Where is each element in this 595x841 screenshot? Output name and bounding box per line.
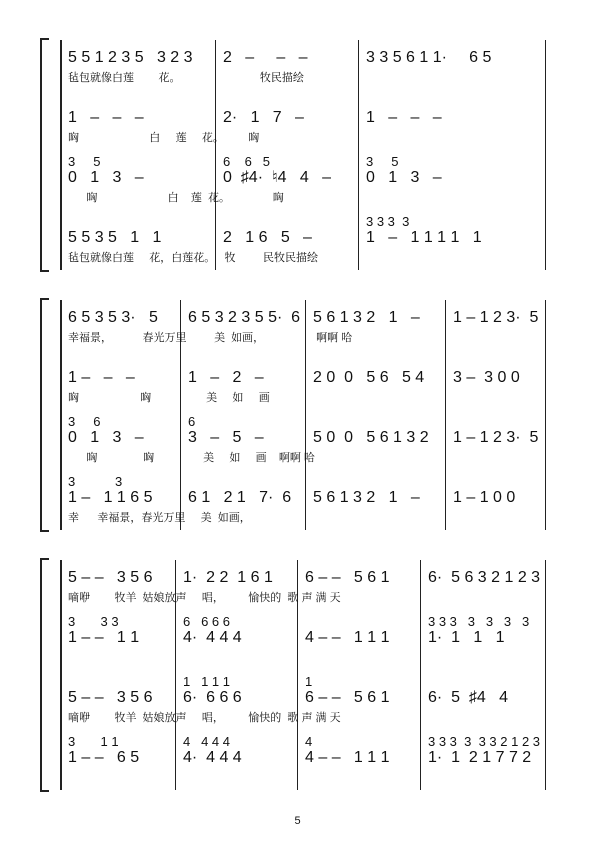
barline xyxy=(445,300,446,530)
jianpu-measure: 1 – – 1 1 xyxy=(68,629,140,646)
jianpu-measure: 5 – – 3 5 6 xyxy=(68,569,153,586)
jianpu-measure: 5 – – 3 5 6 xyxy=(68,689,153,706)
upper-note-line: 3 5 xyxy=(366,154,399,169)
jianpu-measure: 4 – – 1 1 1 xyxy=(305,629,390,646)
upper-note-line: 1 xyxy=(305,674,313,689)
system-bracket xyxy=(40,38,49,272)
lyric-line: 嘀咿 牧羊 姑娘放声 唱， 愉快的 歌 声 满 天 xyxy=(68,592,341,604)
upper-note-line: 3 6 xyxy=(68,414,101,429)
jianpu-measure: 3 – 5 – xyxy=(188,429,264,446)
lyric-line: 哅 哅 美 如 画 啊啊 哈 xyxy=(68,452,315,464)
jianpu-measure: 1 – 1 2 3· 5 xyxy=(453,309,539,326)
upper-note-line: 4 xyxy=(305,734,313,749)
lyric-line: 毡包就像白莲 花。 牧民描绘 xyxy=(68,72,304,84)
jianpu-measure: 6 5 3 2 3 5 5· 6 xyxy=(188,309,301,326)
jianpu-measure: 0 ♯4· ♮4 4 – xyxy=(223,169,331,186)
barline xyxy=(60,40,62,270)
upper-note-line: 6 xyxy=(188,414,196,429)
barline xyxy=(545,300,546,530)
jianpu-measure: 1 – 1 2 3· 5 xyxy=(453,429,539,446)
jianpu-measure: 1 – 1 1 1 1 1 xyxy=(366,229,482,246)
barline xyxy=(60,300,62,530)
upper-note-line: 3 3 3 3 3 3 3 xyxy=(428,614,530,629)
jianpu-measure: 6 – – 5 6 1 xyxy=(305,569,390,586)
lyric-line: 哅 哅 美 如 画 xyxy=(68,392,270,404)
lyric-line: 嘀咿 牧羊 姑娘放声 唱， 愉快的 歌 声 满 天 xyxy=(68,712,341,724)
jianpu-measure: 2 – – – xyxy=(223,49,308,66)
system-bracket xyxy=(40,298,49,532)
jianpu-measure: 1 – – – xyxy=(68,109,144,126)
lyric-line: 哅 白 莲 花。 哅 xyxy=(68,192,284,204)
upper-note-line: 1 1 1 1 xyxy=(183,674,230,689)
jianpu-measure: 2· 1 7 – xyxy=(223,109,304,126)
upper-note-line: 3 3 3 3 xyxy=(366,214,410,229)
system-bracket xyxy=(40,558,49,792)
jianpu-measure: 1 – 1 0 0 xyxy=(453,489,516,506)
jianpu-measure: 3 – 3 0 0 xyxy=(453,369,520,386)
jianpu-measure: 4 – – 1 1 1 xyxy=(305,749,390,766)
jianpu-measure: 6· 5 6 3 2 1 2 3 xyxy=(428,569,541,586)
jianpu-measure: 2 0 0 5 6 5 4 xyxy=(313,369,425,386)
jianpu-measure: 1· 1 2 1 7 7 2 xyxy=(428,749,532,766)
lyric-line: 哅 白 莲 花。 哅 xyxy=(68,132,260,144)
barline xyxy=(545,40,546,270)
jianpu-measure: 6 – – 5 6 1 xyxy=(305,689,390,706)
jianpu-measure: 6· 5 ♯4 4 xyxy=(428,689,509,706)
lyric-line: 幸福景， 春光万里 美 如画， 啊啊 哈 xyxy=(68,332,353,344)
jianpu-measure: 5 6 1 3 2 1 – xyxy=(313,489,420,506)
jianpu-measure: 2 1 6 5 – xyxy=(223,229,312,246)
jianpu-measure: 0 1 3 – xyxy=(68,429,144,446)
jianpu-measure: 5 6 1 3 2 1 – xyxy=(313,309,420,326)
lyric-line: 毡包就像白莲 花，白莲花。 牧 民牧民描绘 xyxy=(68,252,318,264)
jianpu-measure: 6· 6 6 6 xyxy=(183,689,242,706)
upper-note-line: 3 3 3 xyxy=(68,614,119,629)
page-number: 5 xyxy=(294,815,301,827)
upper-note-line: 3 3 xyxy=(68,474,123,489)
upper-note-line: 3 1 1 xyxy=(68,734,119,749)
jianpu-measure: 1· 1 1 1 xyxy=(428,629,505,646)
barline xyxy=(60,560,62,790)
jianpu-measure: 3 3 5 6 1 1· 6 5 xyxy=(366,49,492,66)
lyric-line: 幸 幸福景，春光万里 美 如画， xyxy=(68,512,251,524)
jianpu-measure: 1· 2 2 1 6 1 xyxy=(183,569,273,586)
jianpu-measure: 1 – – 6 5 xyxy=(68,749,140,766)
jianpu-measure: 6 1 2 1 7· 6 xyxy=(188,489,292,506)
jianpu-measure: 0 1 3 – xyxy=(366,169,442,186)
jianpu-measure: 5 5 3 5 1 1 xyxy=(68,229,162,246)
barline xyxy=(545,560,546,790)
jianpu-measure: 5 5 1 2 3 5 3 2 3 xyxy=(68,49,193,66)
upper-note-line: 4 4 4 4 xyxy=(183,734,230,749)
barline xyxy=(420,560,421,790)
jianpu-measure: 0 1 3 – xyxy=(68,169,144,186)
jianpu-measure: 4· 4 4 4 xyxy=(183,629,242,646)
upper-note-line: 6 6 5 xyxy=(223,154,270,169)
upper-note-line: 6 6 6 6 xyxy=(183,614,230,629)
upper-note-line: 3 3 3 3 3 3 2 1 2 3 xyxy=(428,734,541,749)
upper-note-line: 3 5 xyxy=(68,154,101,169)
jianpu-measure: 6 5 3 5 3· 5 xyxy=(68,309,158,326)
jianpu-measure: 1 – 2 – xyxy=(188,369,264,386)
barline xyxy=(358,40,359,270)
jianpu-measure: 1 – – – xyxy=(68,369,135,386)
jianpu-measure: 4· 4 4 4 xyxy=(183,749,242,766)
jianpu-measure: 5 0 0 5 6 1 3 2 xyxy=(313,429,429,446)
jianpu-measure: 1 – 1 1 6 5 xyxy=(68,489,153,506)
jianpu-measure: 1 – – – xyxy=(366,109,442,126)
